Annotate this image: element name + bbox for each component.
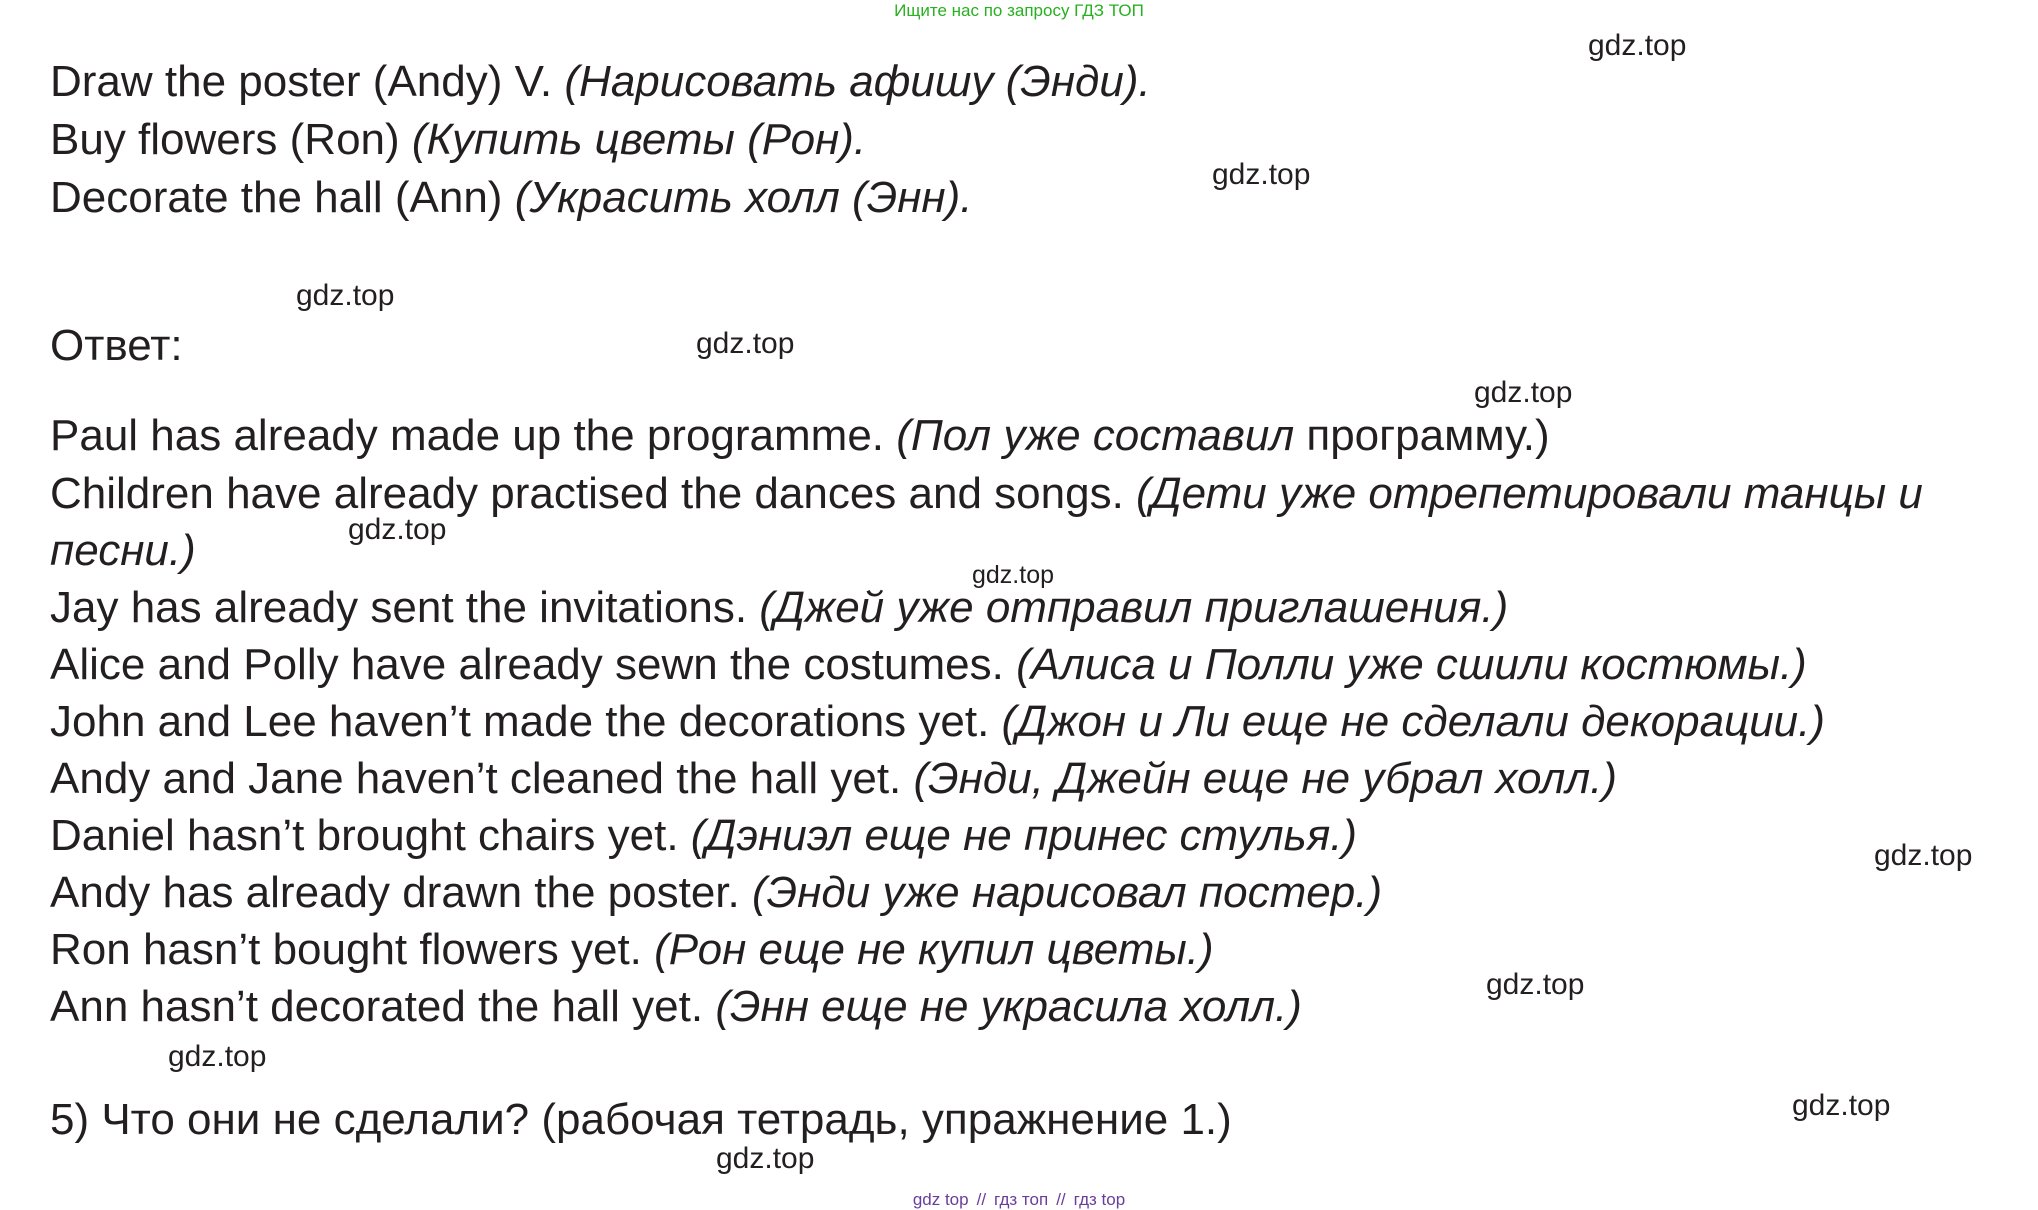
task-line-3 [50, 172, 973, 224]
task-line-en: Buy flowers (Ron) [50, 115, 412, 164]
watermark: gdz.top [972, 561, 1055, 589]
task-line-ru: (Нарисовать афишу (Энди). [564, 57, 1151, 106]
answer-ru: (Джей уже отправил приглашения.) [759, 583, 1509, 632]
answer-en: Andy has already drawn the poster. [50, 868, 752, 917]
search-banner: Ищите нас по запросу ГДЗ ТОП [894, 1, 1144, 20]
answer-en: John and Lee haven’t made the decorations yet. [50, 697, 1002, 746]
task-line-en: Decorate the hall (Ann) [50, 173, 515, 222]
answer-en: Ann hasn’t decorated the hall yet. [50, 982, 716, 1031]
answer-ru: (Энди уже нарисовал постер.) [751, 868, 1383, 917]
watermark: gdz.top [1474, 376, 1573, 409]
answer-line-1 [50, 410, 1550, 462]
task-line-en: Draw the poster (Andy) V. [50, 57, 565, 106]
watermark: gdz.top [1486, 968, 1585, 1001]
watermark: gdz.top [1588, 29, 1687, 62]
answer-ru-plain: программу.) [1294, 411, 1550, 460]
answer-line-6 [50, 753, 1617, 805]
answer-line-8 [50, 867, 1382, 919]
task-line-1 [50, 56, 1151, 108]
task-line-ru: (Купить цветы (Рон). [411, 115, 867, 164]
footer [0, 1190, 2038, 1210]
watermark: gdz.top [168, 1040, 267, 1073]
watermark: gdz.top [348, 513, 447, 546]
answer-ru: (Алиса и Полли уже сшили костюмы.) [1016, 640, 1807, 689]
answer-label: Ответ: [50, 321, 183, 370]
answer-ru: (Энн еще не украсила холл.) [715, 982, 1302, 1031]
answer-line-2 [50, 468, 1923, 520]
watermark: gdz.top [1874, 839, 1973, 872]
answer-en: Alice and Polly have already sewn the costumes. [50, 640, 1017, 689]
watermark: gdz.top [1212, 158, 1311, 191]
watermark: gdz.top [296, 279, 395, 312]
answer-en: Andy and Jane haven’t cleaned the hall yet. [50, 754, 914, 803]
answer-line-5 [50, 696, 1825, 748]
footer-link-gdz-top-ru[interactable]: гдз топ [994, 1190, 1049, 1209]
answer-ru: (Пол уже составил [896, 411, 1295, 460]
footer-link-gdz-top[interactable]: gdz top [912, 1190, 969, 1209]
answer-line-10 [50, 981, 1302, 1033]
answer-line-7 [50, 810, 1357, 862]
answer-ru: (Дети уже отрепетировали танцы и [1136, 469, 1923, 518]
next-task-heading: 5) Что они не сделали? (рабочая тетрадь, упражнение 1.) [50, 1095, 1232, 1144]
answer-line-9 [50, 924, 1214, 976]
answer-ru: песни.) [50, 526, 196, 575]
answer-line-4 [50, 639, 1807, 691]
task-line-2 [50, 114, 866, 166]
answer-ru: (Рон еще не купил цветы.) [654, 925, 1214, 974]
watermark: gdz.top [1792, 1089, 1891, 1122]
answer-en: Daniel hasn’t brought chairs yet. [50, 811, 691, 860]
answer-line-2-cont [50, 525, 196, 577]
answer-ru: (Джон и Ли еще не сделали декорации.) [1001, 697, 1826, 746]
footer-separator: // [976, 1190, 987, 1209]
watermark: gdz.top [696, 327, 795, 360]
answer-ru: (Энди, Джейн еще не убрал холл.) [913, 754, 1618, 803]
answer-en: Paul has already made up the programme. [50, 411, 897, 460]
answer-ru: (Дэниэл еще не принес стулья.) [690, 811, 1358, 860]
task-line-ru: (Украсить холл (Энн). [514, 173, 973, 222]
answer-line-3 [50, 582, 1508, 634]
answer-en: Children have already practised the dances and songs. [50, 469, 1137, 518]
answer-en: Jay has already sent the invitations. [50, 583, 760, 632]
watermark: gdz.top [716, 1142, 815, 1175]
footer-separator: // [1056, 1190, 1066, 1209]
footer-link-gdz-top-mixed[interactable]: гдз top [1073, 1190, 1126, 1209]
answer-en: Ron hasn’t bought flowers yet. [50, 925, 655, 974]
